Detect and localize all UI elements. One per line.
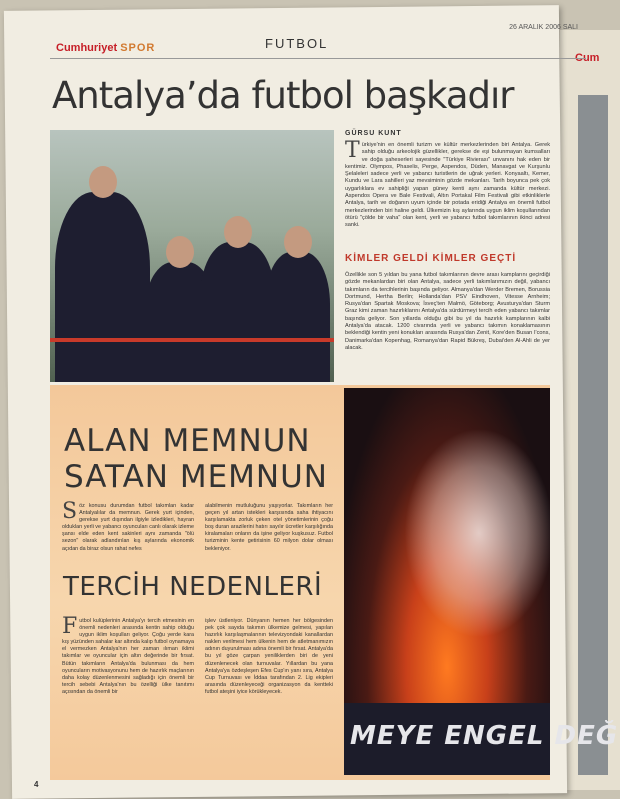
reasons-headline: TERCİH NEDENLERİ: [63, 572, 323, 602]
main-headline: Antalya’da futbol başkadır: [52, 74, 514, 117]
player-figure: [200, 242, 275, 382]
flare-smoke: [404, 428, 554, 638]
adjacent-page-brand: Cum: [575, 52, 600, 64]
reasons-column-2: işlev üstleniyor. Dünyanın hemen her bölgesinden pek çok sayıda takımın ülkemize gelmesi, yapılan hazırlık karşılaşmalarının televizyondaki kanallardan naklen verilmesi hem ülkenin hem de atletmanımızın adının duyurulması adına önemli bir fırsat. Antalya'da bu yıl göze çarpan yeniliklerden biri de yeni düzenlenecek olan turnuvalar. Yıllardan bu yana Antalya'ya özdeşleşen Efes Cup'ın yanı sıra, Antalya Cup Turnuvası ve İddaa tarafından 2. Lig ekipleri arasında düzenleyeceği organizasyon da kentteki futbol ateşini iyice körükleyecek.: [205, 618, 333, 695]
feature-headline: ALAN MEMNUN SATAN MEMNUN: [64, 423, 328, 495]
author-byline: GÜRSU KUNT: [345, 130, 402, 137]
player-figure: [55, 192, 150, 382]
team-training-photo: [50, 130, 334, 382]
section-title: FUTBOL: [265, 36, 329, 51]
article-body: Özellikle son 5 yıldan bu yana futbol takımlarının devre arası kamplarını geçirdiği gözde mekanlardan biri olan Antalya, sadece yerli takımlarımızın değil, yabancı takımların da tercihlerinin başında geliyor. Almanya'dan Werder Bremen, Borussia Dortmund, Hertha Berlin; Hollanda'dan PSV Eindhoven, Vitesse Arnheim; Rusya'dan Spartak Moskova; İsveç'ten Malmö, Göteborg; Avusturya'dan Sturm Graz kimi zaman hazırlıklarını Antalya'da sürdürmeyi tercih eden yabancı takımlar başında geliyor. Son yıllarda olduğu gibi bu yıl da hazırlık kamplarının kalbi Antalya'da atacak. 1200 civarında yerli ve yabancı takımın konaklamasının beklendiği kentin yeni konukları arasında Rusya'dan Zenit, Kore'den Busan I'cons, Danimarka'dan Kopenhag, Romanya'dan Rapid Bükreş, Dubai'den Al-Ahli de yer alacak.: [345, 272, 550, 351]
article-intro: Türkiye'nin en önemli turizm ve kültür merkezlerinden biri Antalya. Gerek sahip olduğu arkeolojik güzellikler, gerekse de eşi bulunmayan kumsalları ve doğa şaheserleri sayesinde "Türkiye Rivierası" unvanını hak eden bir kentimiz. Olympos, Phaselis, Perge, Aspendos, Düden, Manavgat ve Kurşunlu Şelaleleri sadece yerli ve yabancı turistlerin de uğrak yerleri. Konyaaltı, Kemer, Kundu ve Lara sahilleri yaz mevsiminin gözde mekanları. Tarih boyunca pek çok uygarlıklara ev sahipliği yapan güney kenti aynı zamanda kültür merkezi. Aspendos Opera ve Bale Festivali, Altın Portakal Film Festivali gibi etkinliklerle Antalya, tarih ve doğanın uyum içinde bir potada eridiği Antalya en önemli futbol merkezlerinden biri haline geldi. Ülkemizin kış aylarında uygun iklim koşullarından ötürü "çölde bir vaha" olan kent, yerli ve yabancı futbol takımlarının ikinci adresi sanki.: [345, 138, 550, 229]
feature-column-1: Söz konusu durumdan futbol takımları kadar Antalyalılar da memnun. Gerek yurt içinden, gerekse yurt dışından ilgiyle izledikleri, hayran oldukları yerli ve yabancı oyuncuları canlı olarak izleme şansı elde eden kent sakinleri aynı zamanda "ölü sezon" olarak adlandırılan kış aylarında ekonomik açıdan da biraz olsun rahat nefes: [62, 499, 194, 552]
fan-banner: [344, 703, 619, 775]
feature-column-2: alabilmenin mutluluğunu yaşıyorlar. Takımların her geçen yıl artan istekleri karşısında saha ihtiyacını karşılamakta zorluk çeken otel yönetimlerinin çoğu boş duran arazilerini hatırı sayılır ücretler karşılığında kiralamaları onların da işine geliyor kuşkusuz. Futbol turizminin kente getirisinin 60 milyon dolar olması bekleniyor.: [205, 503, 333, 552]
fan-banner-text: MEYE ENGEL DEĞ: [350, 721, 619, 751]
player-figure: [265, 252, 330, 382]
reasons-column-1: Futbol kulüplerinin Antalya'yı tercih etmesinin en önemli nedenleri arasında kentin sahip olduğu uygun iklim koşulları geliyor. Çoğu yerde kara kış yüzünden sahalar kar altında kalıp futbol oynamaya el vermezken Antalya'nın her zaman ılıman iklimi takımlar ve oyuncular için altın değerinde bir fırsat. Bütün takımların Antalya'da bulunması da hem oyuncuların motivasyonunu hem de hazırlık maçlarının daha kolay düzenlenmesini sağladığı için önemli bir tercih sebebi Antalya'nın bu özelliği ülke tanıtımı açısından da önemli bir: [62, 614, 194, 695]
issue-date: 26 ARALIK 2006 SALI: [509, 24, 578, 31]
brand-logo: Cumhuriyet SPOR: [56, 42, 156, 54]
fans-flare-photo: [344, 388, 619, 775]
jersey-stripe: [50, 338, 334, 342]
page-number: 4: [34, 780, 39, 789]
page-header: [50, 24, 586, 59]
adjacent-page-photo: [578, 95, 608, 775]
article-subhead: KİMLER GELDİ KİMLER GEÇTİ: [345, 253, 517, 264]
